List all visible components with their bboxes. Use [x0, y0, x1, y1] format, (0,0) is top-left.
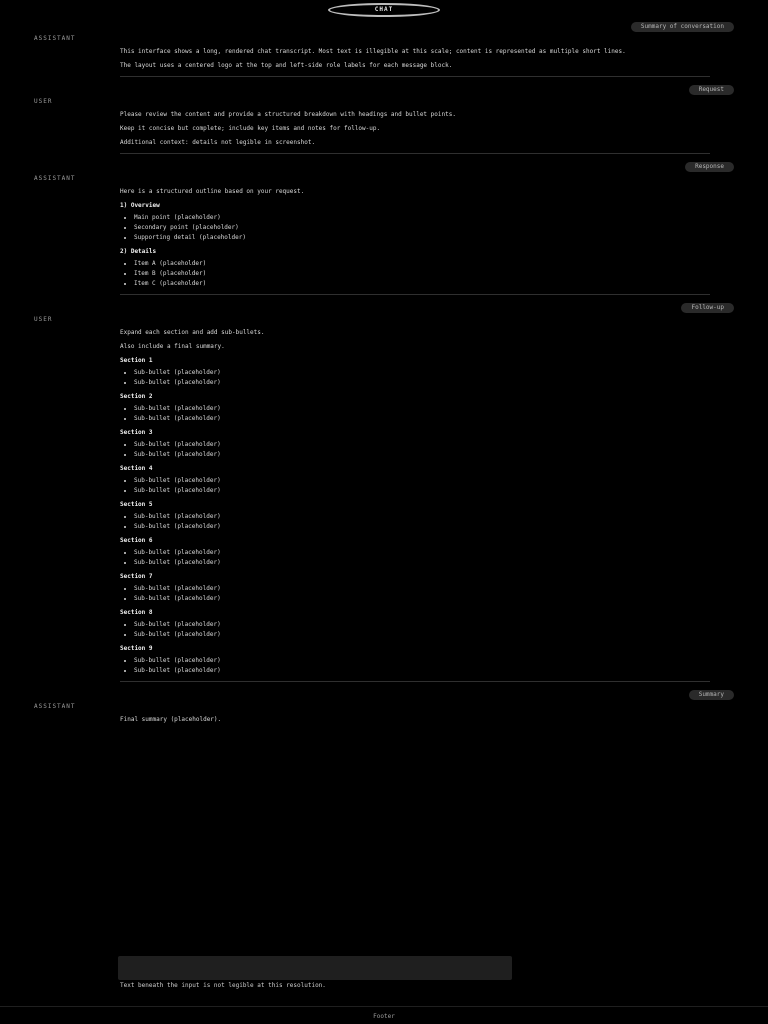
bullet-item: • Sub-bullet (placeholder) [134, 667, 710, 675]
message-turn-header [0, 303, 768, 323]
message-paragraph: The layout uses a centered logo at the top and left-side role labels for each message block. [120, 62, 453, 69]
chat-transcript[interactable] [0, 22, 768, 1002]
bullet-item: • Sub-bullet (placeholder) [134, 513, 710, 521]
message-role-label: ASSISTANT [34, 175, 76, 182]
top-header [0, 0, 768, 20]
bullet-list [120, 214, 710, 242]
bullet-item: • Sub-bullet (placeholder) [134, 379, 710, 387]
bullet-list [120, 549, 710, 567]
section-heading: Section 2 [120, 393, 153, 400]
message-turn [0, 162, 768, 295]
message-turn [0, 22, 768, 77]
bullet-item: • Sub-bullet (placeholder) [134, 549, 710, 557]
bullet-list [120, 477, 710, 495]
bullet-item: • Sub-bullet (placeholder) [134, 451, 710, 459]
message-turn-header [0, 162, 768, 182]
bullet-item: • Sub-bullet (placeholder) [134, 369, 710, 377]
message-title-pill: Request [689, 85, 734, 95]
logo-text: CHAT [374, 6, 394, 13]
message-note: Additional context: details not legible in screenshot. [120, 139, 316, 146]
composer-footer-text: Text beneath the input is not legible at this resolution. [120, 982, 326, 989]
section-heading: Section 9 [120, 645, 153, 652]
message-paragraph: This interface shows a long, rendered chat transcript. Most text is illegible at this scale; content is represented as multiple short lines. [120, 48, 626, 55]
divider [120, 294, 710, 295]
message-paragraph: Please review the content and provide a structured breakdown with headings and bullet points. [120, 111, 456, 118]
bottom-divider [0, 1006, 768, 1007]
bullet-item: • Sub-bullet (placeholder) [134, 477, 710, 485]
message-title-pill: Summary [689, 690, 734, 700]
message-turn [0, 85, 768, 154]
bullet-item: • Sub-bullet (placeholder) [134, 585, 710, 593]
bullet-item: • Item C (placeholder) [134, 280, 710, 288]
bullet-item: • Sub-bullet (placeholder) [134, 559, 710, 567]
message-paragraph: Here is a structured outline based on your request. [120, 188, 305, 195]
divider [120, 681, 710, 682]
message-body [120, 315, 710, 682]
composer-input[interactable] [118, 956, 512, 980]
message-turn [0, 303, 768, 682]
message-role-label: ASSISTANT [34, 703, 76, 710]
section-heading: Section 3 [120, 429, 153, 436]
bottom-label: Footer [373, 1013, 395, 1020]
section-heading: Section 5 [120, 501, 153, 508]
message-title-pill: Response [685, 162, 734, 172]
message-paragraph: Also include a final summary. [120, 343, 225, 350]
message-paragraph: Final summary (placeholder). [120, 716, 222, 723]
divider [120, 76, 710, 77]
bullet-item: • Secondary point (placeholder) [134, 224, 710, 232]
spacer [120, 730, 710, 734]
message-turn-header [0, 22, 768, 42]
bullet-item: • Sub-bullet (placeholder) [134, 595, 710, 603]
bullet-item: • Sub-bullet (placeholder) [134, 405, 710, 413]
message-body [120, 97, 710, 154]
bullet-item: • Sub-bullet (placeholder) [134, 631, 710, 639]
bullet-list [120, 369, 710, 387]
message-role-label: USER [34, 316, 53, 323]
bullet-list [120, 585, 710, 603]
section-heading: Section 8 [120, 609, 153, 616]
message-body [120, 34, 710, 77]
message-body [120, 702, 710, 734]
bullet-list [120, 405, 710, 423]
bullet-item: • Sub-bullet (placeholder) [134, 621, 710, 629]
message-title-pill: Follow-up [681, 303, 734, 313]
bullet-list [120, 513, 710, 531]
logo [328, 3, 440, 17]
section-heading: Section 6 [120, 537, 153, 544]
message-title-pill: Summary of conversation [631, 22, 734, 32]
message-turn-header [0, 690, 768, 710]
bullet-item: • Supporting detail (placeholder) [134, 234, 710, 242]
divider [120, 153, 710, 154]
section-heading: Section 7 [120, 573, 153, 580]
message-body [120, 174, 710, 295]
section-heading: Section 4 [120, 465, 153, 472]
bullet-item: • Sub-bullet (placeholder) [134, 441, 710, 449]
bullet-item: • Sub-bullet (placeholder) [134, 657, 710, 665]
bullet-list [120, 657, 710, 675]
bullet-item: • Main point (placeholder) [134, 214, 710, 222]
section-heading: 2) Details [120, 248, 157, 255]
message-paragraph: Keep it concise but complete; include key items and notes for follow-up. [120, 125, 381, 132]
bullet-item: • Sub-bullet (placeholder) [134, 523, 710, 531]
section-heading: Section 1 [120, 357, 153, 364]
message-turn-header [0, 85, 768, 105]
message-turn [0, 690, 768, 734]
message-role-label: ASSISTANT [34, 35, 76, 42]
bullet-item: • Item A (placeholder) [134, 260, 710, 268]
bullet-list [120, 621, 710, 639]
bullet-item: • Sub-bullet (placeholder) [134, 487, 710, 495]
bullet-item: • Item B (placeholder) [134, 270, 710, 278]
bullet-item: • Sub-bullet (placeholder) [134, 415, 710, 423]
message-paragraph: Expand each section and add sub-bullets. [120, 329, 265, 336]
bullet-list [120, 441, 710, 459]
section-heading: 1) Overview [120, 202, 160, 209]
bullet-list [120, 260, 710, 288]
message-role-label: USER [34, 98, 53, 105]
